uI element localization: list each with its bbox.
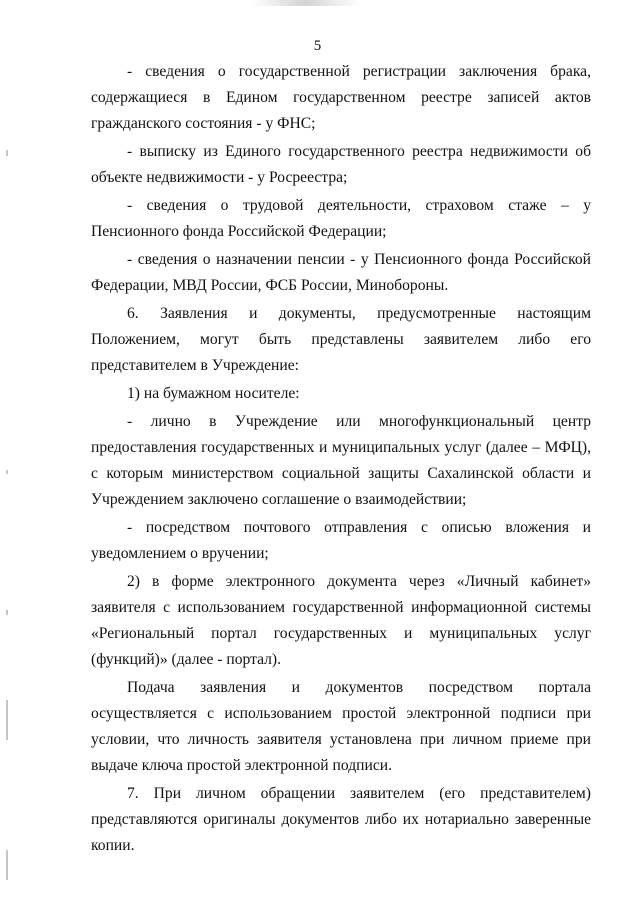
- paragraph: - лично в Учреждение или многофункциональный центр предоставления государственных и муниципальных услуг (далее – МФЦ), с которым министерством социальной защиты Сахалинской области и Учреждением заключено соглашение о взаимодействии;: [91, 413, 591, 508]
- scan-mark: [6, 850, 8, 880]
- scan-mark: [6, 610, 8, 615]
- page-number: 5: [313, 38, 322, 54]
- scan-mark: [6, 470, 8, 474]
- paragraph: 6. Заявления и документы, предусмотренные настоящим Положением, могут быть представлены заявителем либо его представителем в Учреждение:: [91, 305, 591, 374]
- paragraph: - сведения о государственной регистрации заключения брака, содержащиеся в Едином государственном реестре записей актов гражданского состояния - у ФНС;: [91, 63, 591, 132]
- paragraph: - сведения о назначении пенсии - у Пенсионного фонда Российской Федерации, МВД России, ФСБ России, Минобороны.: [91, 251, 591, 294]
- paragraph: 1) на бумажном носителе:: [127, 385, 300, 402]
- paragraph: Подача заявления и документов посредством портала осуществляется с использованием простой электронной подписи при условии, что личность заявителя установлена при личном приеме при выдаче ключа простой электронной подписи.: [91, 679, 591, 774]
- paragraph: 7. При личном обращении заявителем (его представителем) представляются оригиналы документов либо их нотариально заверенные копии.: [91, 785, 591, 854]
- scan-smudge: [250, 0, 360, 6]
- scan-mark: [6, 700, 8, 740]
- paragraph: - сведения о трудовой деятельности, страховом стаже – у Пенсионного фонда Российской Федерации;: [91, 197, 591, 240]
- paragraph: 2) в форме электронного документа через «Личный кабинет» заявителя с использованием государственной информационной системы «Региональный портал государственных и муниципальных услуг (функций)» (далее - портал).: [91, 573, 591, 668]
- document-body: [91, 59, 591, 859]
- scan-mark: [6, 150, 8, 156]
- paragraph: - выписку из Единого государственного реестра недвижимости об объекте недвижимости - у Росреестра;: [91, 143, 591, 186]
- paragraph: - посредством почтового отправления с описью вложения и уведомлением о вручении;: [91, 519, 591, 562]
